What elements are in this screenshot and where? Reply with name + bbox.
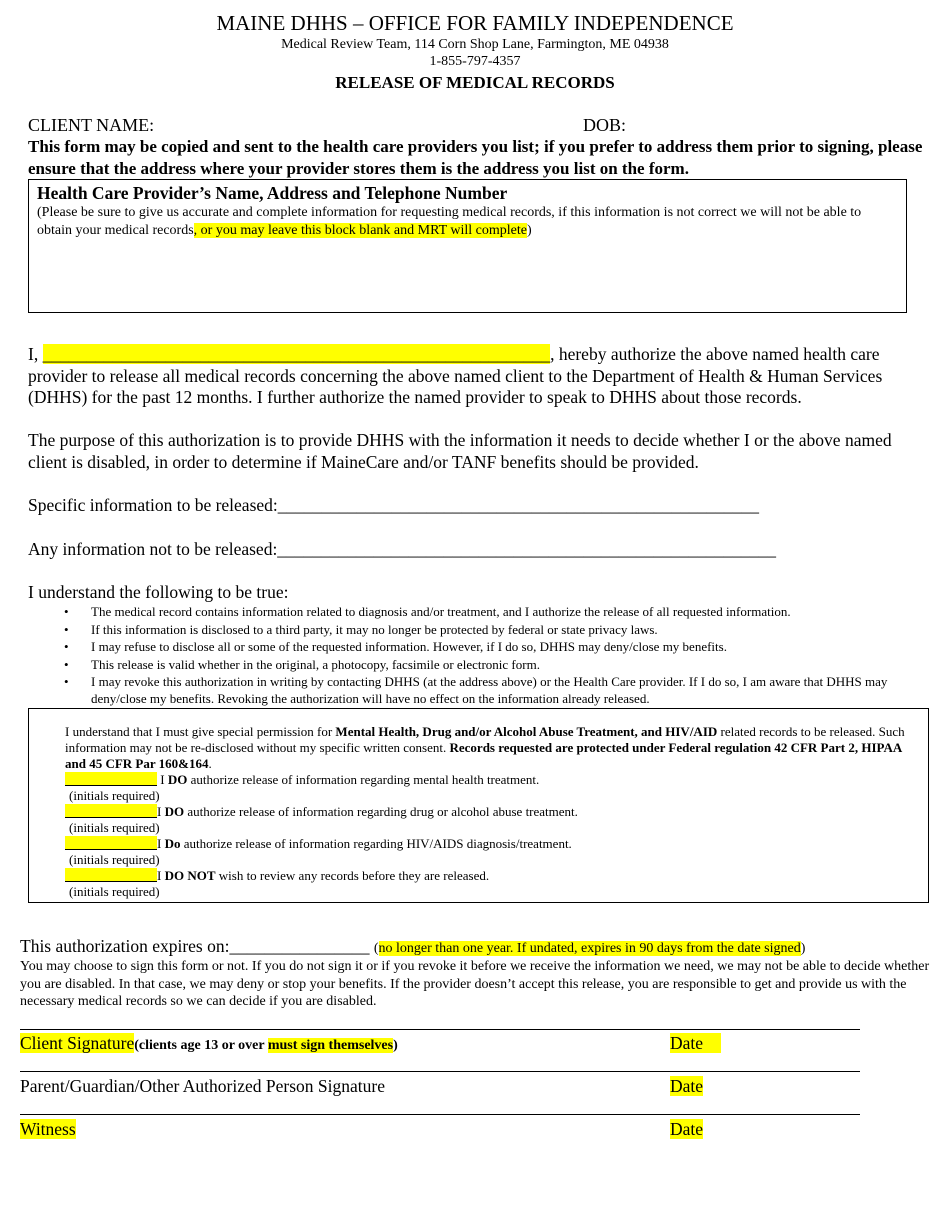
witness-date-label bbox=[670, 1118, 703, 1140]
client-info-row bbox=[28, 114, 928, 136]
list-item bbox=[64, 638, 926, 655]
organization-address: Medical Review Team, 114 Corn Shop Lane, Farmington, ME 04938 bbox=[281, 37, 669, 52]
special-permission-box bbox=[28, 708, 929, 903]
copy-notice: This form may be copied and sent to the health care providers you list; if you prefer to address them prior to signing, please ensure that the address where your provider stores them is the address you list on the form. bbox=[28, 137, 923, 178]
expiration-note bbox=[374, 941, 806, 956]
authorize-text: , hereby authorize the above named health care provider to release all medical records concerning the above named client to the Department of Health & Human Services (DHHS) for the past 12 months. I further authorize the named provider to speak to DHHS about those records. bbox=[28, 344, 883, 407]
item-text: authorize release of information regarding drug or alcohol abuse treatment. bbox=[184, 804, 578, 819]
authorizer-name-blank[interactable]: __________________________________________________________ bbox=[42, 344, 551, 364]
list-item bbox=[64, 656, 926, 673]
special-intro-mid: related records to be released. Such information may not be re-disclosed without my specific written consent. bbox=[65, 724, 905, 755]
understand-heading: I understand the following to be true: bbox=[28, 582, 289, 602]
expiration-note-highlight: no longer than one year. If undated, expires in 90 days from the date signed bbox=[378, 941, 801, 956]
bullet-icon: • bbox=[64, 604, 69, 619]
initials-required-note: (initials required) bbox=[69, 788, 160, 803]
signing-choice-paragraph: You may choose to sign this form or not. If you do not sign it or if you revoke it before we receive the information we need, we may not be able to decide whether you are disabled. In that case, we may deny or stop your benefits. If the provider doesn’t accept this release, you are responsible to get and provide us with the necessary medical records so we can decide if you are disabled. bbox=[20, 959, 930, 1009]
list-item-text: This release is valid whether in the original, a photocopy, facsimile or electronic form. bbox=[91, 656, 540, 672]
initials-required-note: (initials required) bbox=[69, 884, 160, 899]
client-signature-label bbox=[20, 1032, 398, 1057]
bullet-icon: • bbox=[64, 621, 69, 637]
bullet-icon: • bbox=[64, 674, 69, 689]
date-text: Date bbox=[670, 1033, 721, 1053]
specific-info-field[interactable]: Specific information to be released:_______________________________________________________ bbox=[28, 495, 760, 515]
bullet-icon: • bbox=[64, 656, 69, 672]
organization-phone: 1-855-797-4357 bbox=[429, 54, 521, 69]
guardian-signature-line[interactable] bbox=[20, 1071, 860, 1072]
special-intro-regulation: Records requested are protected under Federal regulation 42 CFR Part 2, HIPAA and 45 CFR Par 160&164 bbox=[65, 740, 902, 771]
client-signature-note-close: ) bbox=[393, 1038, 398, 1053]
item-prefix: I bbox=[157, 804, 165, 819]
special-intro-bold: Mental Health, Drug and/or Alcohol Abuse Treatment, and HIV/AID bbox=[335, 724, 718, 739]
witness-text: Witness bbox=[20, 1119, 76, 1139]
special-intro bbox=[65, 724, 916, 772]
document-title: RELEASE OF MEDICAL RECORDS bbox=[335, 73, 615, 92]
initials-required-note: (initials required) bbox=[69, 820, 160, 835]
item-text: authorize release of information regarding mental health treatment. bbox=[187, 772, 540, 787]
client-name-label: CLIENT NAME: bbox=[28, 115, 155, 135]
list-item-text: If this information is disclosed to a third party, it may no longer be protected by federal or state privacy laws. bbox=[91, 621, 658, 637]
form-header bbox=[0, 10, 950, 94]
item-prefix: I bbox=[160, 772, 168, 787]
expiration-note-open: ( bbox=[373, 941, 379, 956]
item-prefix: I bbox=[157, 836, 165, 851]
guardian-date-label bbox=[670, 1075, 703, 1097]
client-signature-note: (clients age 13 or over bbox=[134, 1038, 268, 1053]
initials-input[interactable] bbox=[65, 804, 157, 818]
expiration-field[interactable]: This authorization expires on:________________ bbox=[20, 936, 374, 956]
item-bold: DO bbox=[164, 804, 185, 819]
client-date-label bbox=[670, 1032, 721, 1054]
initials-required-note: (initials required) bbox=[69, 852, 160, 867]
provider-box-note bbox=[37, 204, 898, 240]
list-item bbox=[64, 603, 926, 620]
provider-note-close: ) bbox=[526, 223, 532, 238]
initials-input[interactable] bbox=[65, 772, 157, 786]
special-intro-end: . bbox=[208, 756, 212, 771]
item-text: authorize release of information regarding HIV/AIDS diagnosis/treatment. bbox=[180, 836, 572, 851]
initials-input[interactable] bbox=[65, 868, 157, 882]
purpose-paragraph: The purpose of this authorization is to provide DHHS with the information it needs to decide whether I or the above named client is disabled, in order to determine if MaineCare and/or TANF benefits should be provided. bbox=[28, 430, 892, 472]
expiration-note-close: ) bbox=[800, 941, 806, 956]
guardian-signature-label: Parent/Guardian/Other Authorized Person Signature bbox=[20, 1076, 385, 1096]
list-item-text: I may refuse to disclose all or some of the requested information. However, if I do so, DHHS may deny/close my benefits. bbox=[91, 639, 727, 654]
initials-row-mental-health bbox=[65, 772, 916, 788]
client-signature-line[interactable] bbox=[20, 1029, 860, 1030]
initials-input[interactable] bbox=[65, 836, 157, 850]
provider-note-text: (Please be sure to give us accurate and complete information for requesting medical records, if this information is not correct we will not be able to obtain your medical records bbox=[37, 205, 862, 238]
list-item bbox=[64, 673, 926, 707]
authorization-paragraph bbox=[28, 344, 933, 409]
item-prefix: I bbox=[157, 868, 165, 883]
provider-box-title: Health Care Provider’s Name, Address and Telephone Number bbox=[37, 183, 508, 203]
list-item-text: I may revoke this authorization in writing by contacting DHHS (at the address above) or the Health Care provider. If I do so, I am aware that DHHS may deny/close my benefits. Revoking the authorization will have no effect on the information already released. bbox=[91, 674, 888, 706]
date-text: Date bbox=[670, 1076, 704, 1096]
item-bold: Do bbox=[164, 836, 181, 851]
initials-row-drug-alcohol bbox=[65, 804, 916, 820]
item-bold: DO bbox=[167, 772, 188, 787]
initials-row-review bbox=[65, 868, 916, 884]
provider-note-highlight: , or you may leave this block blank and MRT will complete bbox=[193, 223, 527, 238]
date-text: Date bbox=[670, 1119, 704, 1139]
special-intro-text: I understand that I must give special permission for bbox=[65, 724, 336, 739]
organization-name: MAINE DHHS – OFFICE FOR FAMILY INDEPENDENCE bbox=[216, 11, 734, 35]
witness-signature-label bbox=[20, 1118, 76, 1140]
bullet-icon: • bbox=[64, 639, 69, 654]
initials-row-hiv bbox=[65, 836, 916, 852]
provider-info-box[interactable] bbox=[28, 179, 907, 313]
client-signature-note-highlight: must sign themselves bbox=[267, 1038, 394, 1053]
item-text: wish to review any records before they are released. bbox=[215, 868, 490, 883]
not-released-field[interactable]: Any information not to be released:_________________________________________________________ bbox=[28, 539, 777, 559]
list-item-text: The medical record contains information related to diagnosis and/or treatment, and I authorize the release of all requested information. bbox=[91, 604, 791, 619]
list-item bbox=[64, 621, 926, 638]
understanding-list bbox=[64, 603, 926, 708]
witness-signature-line[interactable] bbox=[20, 1114, 860, 1115]
client-signature-text: Client Signature bbox=[20, 1033, 135, 1053]
expiration-row bbox=[20, 935, 930, 960]
item-bold: DO NOT bbox=[164, 868, 216, 883]
dob-label: DOB: bbox=[583, 115, 627, 135]
authorize-prefix: I, bbox=[28, 344, 43, 364]
